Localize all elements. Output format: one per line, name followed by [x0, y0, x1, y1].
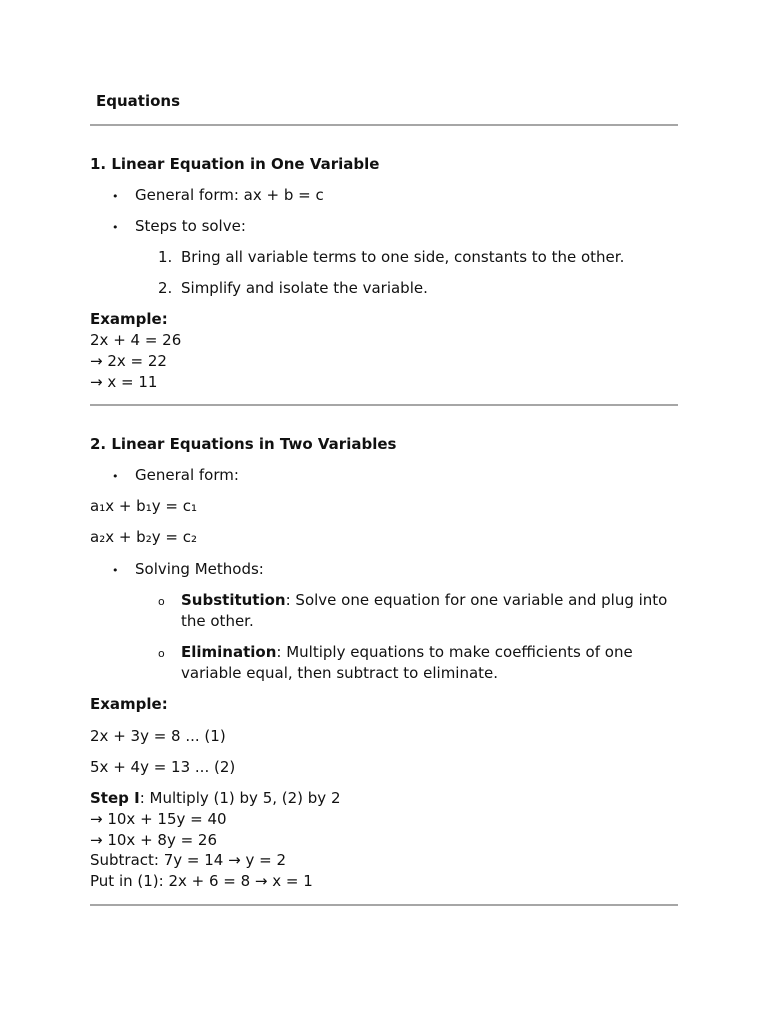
bullet-icon: •	[112, 190, 119, 203]
step-label: Step I	[90, 789, 140, 807]
section1-heading: 1. Linear Equation in One Variable	[90, 155, 380, 173]
method-name: Elimination	[181, 643, 277, 661]
example-equation: 2x + 3y = 8 ... (1)	[90, 727, 226, 745]
example-line: → x = 11	[90, 373, 158, 391]
work-line: Subtract: 7y = 14 → y = 2	[90, 851, 286, 869]
example-equation: 5x + 4y = 13 ... (2)	[90, 758, 236, 776]
method-elimination	[181, 642, 661, 684]
example-label: Example:	[90, 310, 168, 328]
method-substitution	[181, 590, 676, 632]
step-description: : Multiply (1) by 5, (2) by 2	[139, 789, 341, 807]
step-number: 2.	[158, 279, 173, 297]
document-title: Equations	[96, 92, 181, 110]
bullet-icon: •	[112, 564, 119, 577]
bullet-general-form: General form: ax + b = c	[135, 186, 324, 204]
bullet-general-form: General form:	[135, 466, 239, 484]
method-description: : Multiply equations to make coefficients of one variable equal, then subtract to eliminate.	[181, 643, 633, 682]
method-description: : Solve one equation for one variable and plug into the other.	[181, 591, 668, 630]
step-text: Simplify and isolate the variable.	[181, 279, 428, 297]
divider	[90, 904, 678, 906]
divider	[90, 404, 678, 406]
section2-heading: 2. Linear Equations in Two Variables	[90, 435, 397, 453]
step-text: Bring all variable terms to one side, constants to the other.	[181, 248, 625, 266]
example-label: Example:	[90, 695, 168, 713]
method-name: Substitution	[181, 591, 286, 609]
bullet-icon: •	[112, 470, 119, 483]
step-line	[90, 788, 341, 809]
divider	[90, 124, 678, 126]
bullet-steps: Steps to solve:	[135, 217, 246, 235]
example-line: → 2x = 22	[90, 352, 167, 370]
work-line: → 10x + 8y = 26	[90, 831, 218, 849]
equation-line: a₂x + b₂y = c₂	[90, 528, 197, 546]
example-line: 2x + 4 = 26	[90, 331, 182, 349]
step-number: 1.	[158, 248, 173, 266]
equation-line: a₁x + b₁y = c₁	[90, 497, 197, 515]
circle-bullet-icon: o	[158, 595, 165, 608]
work-line: Put in (1): 2x + 6 = 8 → x = 1	[90, 872, 313, 890]
circle-bullet-icon: o	[158, 647, 165, 660]
bullet-solving-methods: Solving Methods:	[135, 560, 264, 578]
bullet-icon: •	[112, 221, 119, 234]
work-line: → 10x + 15y = 40	[90, 810, 227, 828]
